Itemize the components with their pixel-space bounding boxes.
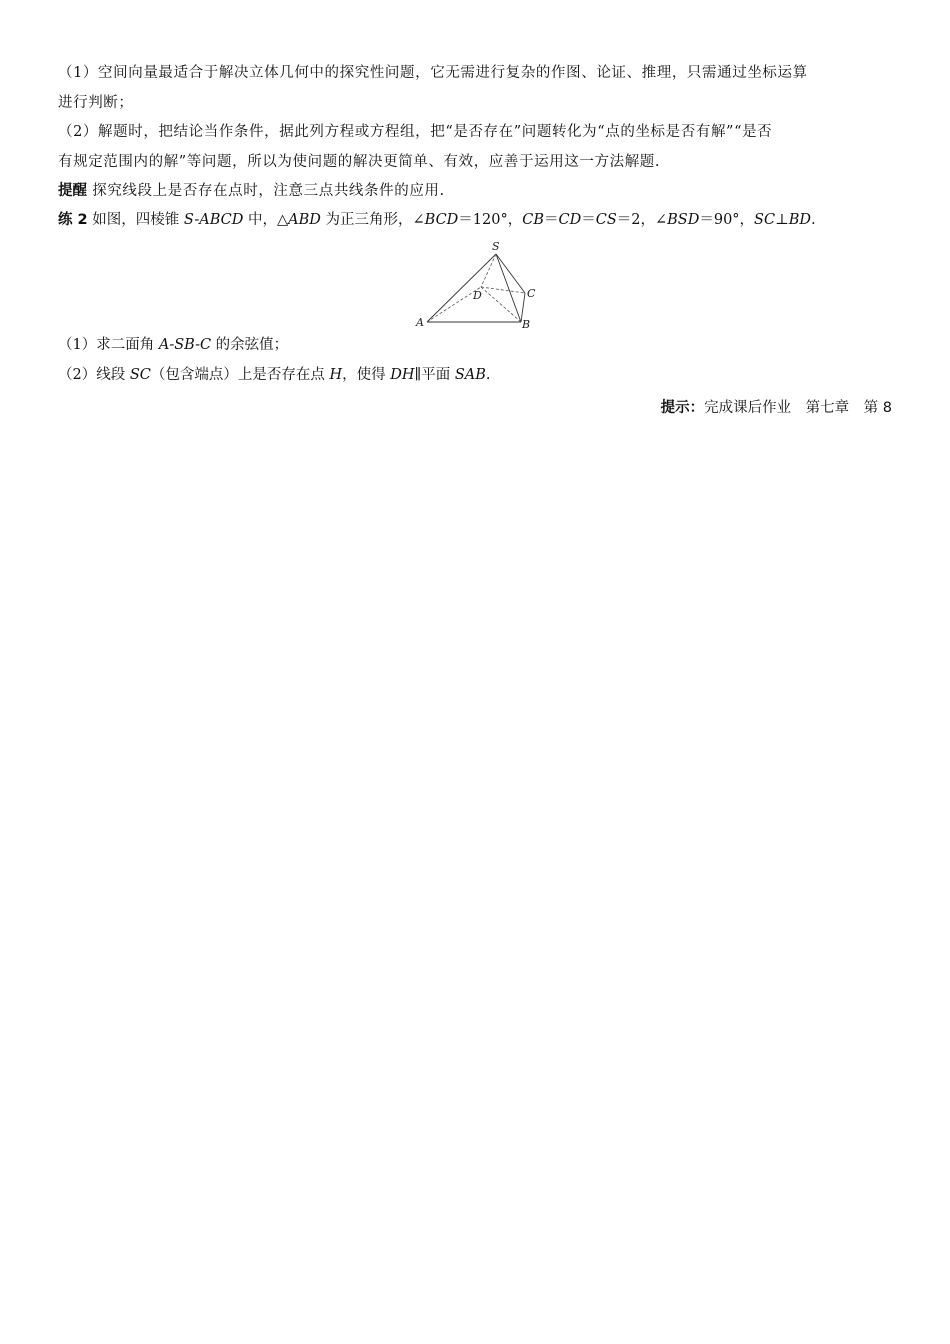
exercise-sc: SC (754, 212, 776, 228)
label-s: S (492, 240, 500, 253)
exercise-text-8: . (811, 212, 816, 228)
pyramid-figure (410, 238, 540, 330)
exercise-text-4: ＝120°， (458, 212, 523, 228)
question-2-mid2: ，使得 (342, 367, 391, 383)
exercise-cd: CD (558, 212, 582, 228)
exercise-label: 练 2 (58, 212, 88, 228)
edge-sc (496, 254, 525, 293)
question-1-angle: A-SB-C (158, 337, 212, 353)
edge-sd (481, 254, 496, 287)
question-2-mid: （包含端点）上是否存在点 (150, 367, 330, 383)
edge-sa (427, 254, 496, 322)
exercise-text-2: 中，△ (243, 212, 289, 228)
question-2-dh: DH (390, 367, 415, 383)
tip-2-line-2: 有规定范围内的解”等问题，所以为使问题的解决更简单、有效，应善于运用这一方法解题. (58, 154, 661, 170)
question-2-sc: SC (129, 367, 151, 383)
homework-hint (661, 396, 892, 417)
label-d: D (473, 289, 482, 302)
exercise-bsd: BSD (667, 212, 700, 228)
reminder-text: 探究线段上是否存在点时，注意三点共线条件的应用. (92, 183, 445, 199)
exercise-text-6: ＝90°， (699, 212, 755, 228)
question-1-pre: （1）求二面角 (58, 337, 159, 353)
question-2 (58, 365, 898, 385)
edge-dc (481, 287, 525, 293)
label-a: A (416, 316, 424, 329)
exercise-statement (58, 210, 898, 230)
exercise-text-1: 如图，四棱锥 (92, 212, 184, 228)
exercise-eq-1: ＝ (543, 212, 559, 228)
question-1-post: 的余弦值； (211, 337, 289, 353)
label-b: B (522, 318, 531, 330)
question-2-end: . (485, 367, 491, 383)
question-2-pre: （2）线段 (58, 367, 130, 383)
tip-1-line-1: （1）空间向量最适合于解决立体几何中的探究性问题，它无需进行复杂的作图、论证、推理，只需通过坐标运算 (58, 65, 808, 81)
exercise-eq-2: ＝ (581, 212, 596, 228)
edge-sb (496, 254, 521, 322)
hint-text: 完成课后作业 第七章 第 8 (704, 400, 892, 416)
pyramid-diagram (410, 238, 540, 330)
hint-label: 提示： (660, 400, 705, 416)
exercise-text-3: 为正三角形，∠ (320, 212, 425, 228)
question-2-mid3: ∥平面 (414, 367, 455, 383)
exercise-text-5: ＝2，∠ (616, 212, 668, 228)
question-2-h: H (329, 367, 343, 383)
tip-1-line-2: 进行判断； (58, 95, 134, 111)
exercise-cb: CB (522, 212, 544, 228)
exercise-bd: BD (788, 212, 811, 228)
tip-2-line-1: （2）解题时，把结论当作条件，据此列方程或方程组，把“是否存在”问题转化为“点的坐标是否有解”“是否 (58, 124, 773, 140)
label-c: C (527, 287, 536, 300)
exercise-cs: CS (595, 212, 617, 228)
exercise-abd: ABD (288, 212, 321, 228)
exercise-sabcd: S-ABCD (183, 212, 244, 228)
exercise-text-7: ⊥ (775, 212, 789, 228)
reminder-label: 提醒 (58, 183, 87, 199)
question-2-sab: SAB (454, 367, 486, 383)
exercise-bcd: BCD (424, 212, 459, 228)
question-1 (58, 335, 898, 355)
reminder-line (58, 181, 898, 201)
